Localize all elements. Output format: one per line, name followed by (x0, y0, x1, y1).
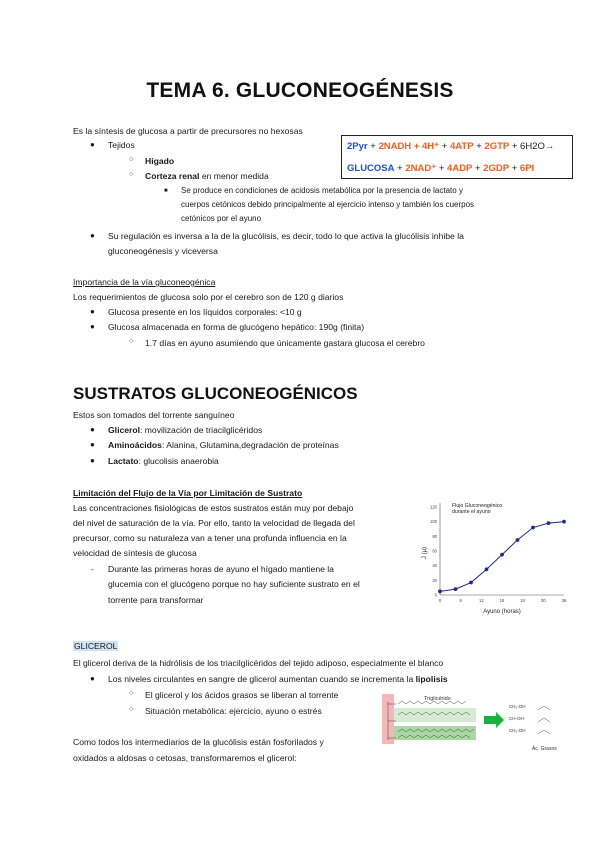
x-tick-label: 30 (540, 598, 546, 603)
data-point (469, 581, 473, 585)
bullet-icon: ● (90, 140, 95, 149)
sustrato-item-glicerol (108, 424, 262, 436)
eq-gdp: 2GDP (483, 163, 510, 174)
gluconeogenic-flux-chart (418, 495, 578, 620)
y-tick-group (430, 505, 438, 598)
acidosis-line-3: cetónicos por el ayuno (181, 214, 262, 223)
limitacion-line-1: Las concentraciones fisiológicas de estos sustratos están muy por debajo (73, 503, 354, 513)
sustrato-bold: Aminoácidos (108, 440, 162, 450)
bullet-icon: ● (90, 674, 95, 683)
data-point (485, 567, 489, 571)
x-tick-label: 12 (478, 598, 484, 603)
corteza-bold: Corteza renal (145, 171, 200, 181)
products-structure (509, 704, 550, 734)
eq-pi: 6PI (519, 163, 535, 174)
x-tick-group (439, 598, 567, 603)
sustrato-bold: Lactato (108, 456, 139, 466)
chart-ylabel: J (μ) (422, 546, 428, 560)
chart-xlabel: Ayuno (horas) (483, 609, 521, 615)
y-tick-label: 120 (430, 504, 437, 510)
eq-plus: + (439, 141, 450, 152)
regulacion-line-1: Su regulación es inversa a la de la glucólisis, es decir, todo lo que activa la glucólisis inhibe la (108, 231, 464, 241)
higado-label: Hígado (145, 156, 175, 166)
eq-plus: + (436, 163, 448, 174)
arrow-right-icon (484, 712, 504, 728)
eq-atp: 4ATP (449, 141, 474, 152)
sustrato-item-aminoacidos (108, 439, 339, 451)
y-tick-label: 20 (432, 577, 437, 583)
glicerol-text: El glicerol deriva de la hidrólisis de los triacilglicéridos del tejido adiposo, especialmente el blanco (73, 658, 444, 668)
data-point (500, 553, 504, 557)
glicerol-heading (73, 640, 118, 652)
limitacion-dash-2: glucemia con el glucógeno porque no hay suficiente sustrato en el (108, 579, 360, 589)
tejidos-label: Tejidos (108, 140, 135, 150)
triglyceride-hydrolysis-figure (382, 690, 582, 765)
importancia-text: Los requerimientos de glucosa solo por el cerebro son de 120 g diarios (73, 292, 344, 302)
importancia-heading: Importancia de la vía gluconeogénica (73, 277, 216, 287)
glicerol-sub-1: El glicerol y los ácidos grasos se liberan al torrente (145, 690, 339, 700)
data-point (438, 589, 442, 593)
eq-plus: + (509, 163, 520, 174)
circle-bullet-icon: ○ (129, 171, 134, 178)
svg-text:CH₂-OH: CH₂-OH (509, 704, 526, 709)
eq-glucosa: GLUCOSA (347, 163, 395, 174)
x-tick-label: 6 (459, 598, 462, 603)
circle-bullet-icon: ○ (129, 690, 134, 697)
glicerol-bullet (108, 673, 448, 685)
importancia-sub-1: 1.7 días en ayuno asumiendo que únicamente gastara glucosa el cerebro (145, 338, 425, 348)
data-point (562, 520, 566, 524)
bullet-icon: ● (90, 231, 95, 240)
eq-plus: + (394, 163, 406, 174)
x-tick-label: 0 (438, 598, 442, 603)
eq-plus: + (473, 141, 485, 152)
square-bullet-icon: ■ (164, 188, 168, 194)
limitacion-heading: Limitación del Flujo de la Vía por Limitación de Sustrato (73, 488, 303, 498)
x-tick-label: 24 (520, 598, 526, 603)
eq-adp: 4ADP (447, 163, 473, 174)
data-point (547, 521, 551, 525)
eq-nad: 2NAD⁺ (405, 163, 437, 174)
svg-text:CH-OH: CH-OH (509, 716, 524, 721)
glicerol-sub-2: Situación metabólica: ejercicio, ayuno o estrés (145, 706, 322, 716)
circle-bullet-icon: ○ (129, 156, 134, 163)
chart-title-line-1: Flujo Gluconeogénico (452, 503, 503, 509)
sustratos-text: Estos son tomados del torrente sanguíneo (73, 410, 235, 420)
glicerol-closing-1: Como todos los intermediarios de la glucólisis están fosforilados y (73, 737, 324, 747)
equation-line-1 (347, 140, 554, 153)
y-tick-label: 100 (430, 519, 437, 525)
data-point (454, 587, 458, 591)
eq-nadh: 2NADH + 4H⁺ (378, 141, 440, 152)
bullet-icon: ● (90, 322, 95, 331)
data-point (531, 526, 535, 530)
acidosis-line-1: Se produce en condiciones de acidosis metabólica por la presencia de lactato y (181, 186, 463, 195)
glicerol-heading-text: GLICEROL (74, 641, 118, 651)
limitacion-line-3: precursor, como su naturaleza van a tener una profunda influencia en la (73, 533, 347, 543)
bullet-icon: ● (90, 456, 95, 465)
y-tick-label: 60 (432, 548, 437, 554)
limitacion-line-2: del nivel de saturación de la vía. Por ello, tanto la velocidad de llegada del (73, 518, 355, 528)
bullet-icon: ● (90, 440, 95, 449)
chart-title-line-2: durante el ayuno (452, 509, 491, 515)
section-title-sustratos: SUSTRATOS GLUCONEOGÉNICOS (73, 384, 358, 403)
eq-water: + 6H2O→ (509, 141, 555, 152)
eq-plus: + (472, 163, 484, 174)
sustrato-bold: Glicerol (108, 425, 140, 435)
sustrato-item-lactato (108, 455, 219, 467)
eq-gtp: 2GTP (484, 141, 510, 152)
importancia-bullet-2: Glucosa almacenada en forma de glucógeno hepático: 190g (finita) (108, 322, 365, 332)
corteza-line (145, 170, 269, 182)
corteza-rest: en menor medida (199, 171, 269, 181)
equation-box (341, 135, 573, 179)
acidosis-line-2: cuerpos cetónicos debido principalmente al ejercicio intenso y también los cuerpos (181, 200, 475, 209)
circle-bullet-icon: ○ (129, 338, 134, 345)
page-title: TEMA 6. GLUCONEOGÉNESIS (146, 79, 454, 102)
eq-pyr: 2Pyr (347, 141, 368, 152)
glicerol-bullet-bold: lipolisis (415, 674, 448, 684)
bullet-icon: ● (90, 307, 95, 316)
limitacion-line-4: velocidad de síntesis de glucosa (73, 548, 197, 558)
equation-line-2 (347, 162, 534, 175)
limitacion-dash-1: Durante las primeras horas de ayuno el hígado mantiene la (108, 564, 334, 574)
circle-bullet-icon: ○ (129, 706, 134, 713)
x-tick-label: 36 (561, 598, 567, 603)
eq-plus: + (367, 141, 379, 152)
triglyceride-label: Triglicérido (424, 696, 451, 702)
glicerol-bullet-text: Los niveles circulantes en sangre de glicerol aumentan cuando se incrementa la (108, 674, 416, 684)
series-points (438, 520, 566, 593)
importancia-bullet-1: Glucosa presente en los líquidos corporales: <10 g (108, 307, 302, 317)
definition-text: Es la síntesis de glucosa a partir de precursores no hexosas (73, 126, 303, 136)
limitacion-dash-3: torrente para transformar (108, 595, 204, 605)
fatty-acids-label: Ác. Grasos (532, 746, 557, 752)
y-tick-label: 80 (432, 533, 437, 539)
regulacion-line-2: gluconeogénesis y viceversa (108, 246, 218, 256)
sustrato-rest: : glucolisis anaerobia (138, 456, 219, 466)
sustrato-rest: : movilización de triacilglicéridos (140, 425, 263, 435)
bullet-icon: ● (90, 425, 95, 434)
data-point (516, 538, 520, 542)
y-tick-label: 40 (432, 563, 437, 569)
dash-bullet-icon: - (91, 564, 94, 574)
x-tick-label: 18 (499, 598, 505, 603)
sustrato-rest: : Alanina, Glutamina,degradación de proteínas (161, 440, 339, 450)
svg-text:CH₂-OH: CH₂-OH (509, 728, 526, 733)
y-tick-label: 0 (434, 592, 437, 598)
glicerol-closing-2: oxidados a aldosas o cetosas, transformaremos el glicerol: (73, 753, 297, 763)
